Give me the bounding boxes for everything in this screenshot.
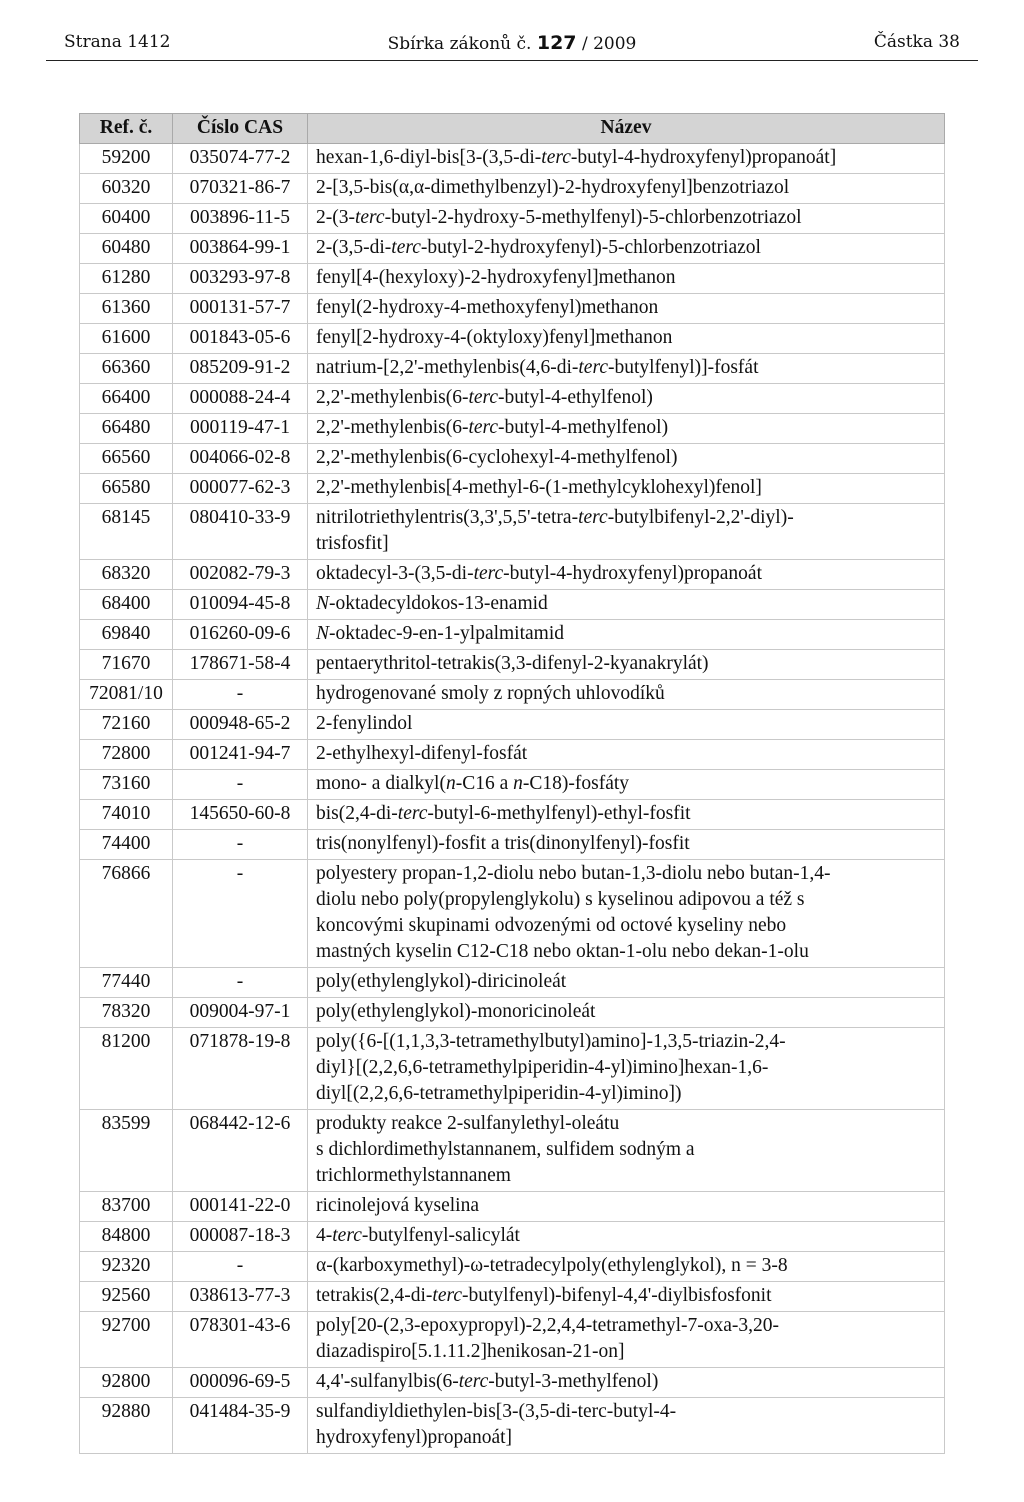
table-row xyxy=(80,680,945,710)
ref-number-cell: 61600 xyxy=(80,324,173,354)
ref-number-cell: 68320 xyxy=(80,560,173,590)
substance-name-cell: ricinolejová kyselina xyxy=(308,1192,945,1222)
table-row xyxy=(80,560,945,590)
table-row xyxy=(80,590,945,620)
substance-name-cell: 2-fenylindol xyxy=(308,710,945,740)
substance-name-cell: N-oktadec-9-en-1-ylpalmitamid xyxy=(308,620,945,650)
cas-number-cell: 000948-65-2 xyxy=(173,710,308,740)
cas-number-cell: 080410-33-9 xyxy=(173,504,308,560)
ref-number-cell: 61280 xyxy=(80,264,173,294)
cas-number-cell: 004066-02-8 xyxy=(173,444,308,474)
cas-number-cell: - xyxy=(173,680,308,710)
substance-name-cell: fenyl[2-hydroxy-4-(oktyloxy)fenyl]methanon xyxy=(308,324,945,354)
ref-number-cell: 72160 xyxy=(80,710,173,740)
ref-number-cell: 74010 xyxy=(80,800,173,830)
table-row xyxy=(80,354,945,384)
substance-name-cell: 2-ethylhexyl-difenyl-fosfát xyxy=(308,740,945,770)
cas-number-cell: 016260-09-6 xyxy=(173,620,308,650)
part-number: Částka 38 xyxy=(873,32,960,52)
table-row xyxy=(80,264,945,294)
substance-name-cell: 2-[3,5-bis(α,α-dimethylbenzyl)-2-hydroxyfenyl]benzotriazol xyxy=(308,174,945,204)
cas-number-cell: 000141-22-0 xyxy=(173,1192,308,1222)
cas-number-cell: - xyxy=(173,770,308,800)
substance-name-cell: mono- a dialkyl(n-C16 a n-C18)-fosfáty xyxy=(308,770,945,800)
cas-number-cell: 001241-94-7 xyxy=(173,740,308,770)
column-header-name: Název xyxy=(308,114,945,144)
ref-number-cell: 69840 xyxy=(80,620,173,650)
ref-number-cell: 60400 xyxy=(80,204,173,234)
table-row xyxy=(80,1282,945,1312)
table-row xyxy=(80,504,945,560)
substance-name-cell: 2,2'-methylenbis(6-cyclohexyl-4-methylfenol) xyxy=(308,444,945,474)
ref-number-cell: 72800 xyxy=(80,740,173,770)
page-header xyxy=(46,30,978,62)
ref-number-cell: 92560 xyxy=(80,1282,173,1312)
table-row xyxy=(80,740,945,770)
substance-name-cell: tris(nonylfenyl)-fosfit a tris(dinonylfenyl)-fosfit xyxy=(308,830,945,860)
ref-number-cell: 66480 xyxy=(80,414,173,444)
substance-name-cell: poly({6-[(1,1,3,3-tetramethylbutyl)amino]-1,3,5-triazin-2,4- diyl}[(2,2,6,6-tetramethylpiperidin-4-yl)imino]hexan-1,6- diyl[(2,2,6,6-tetramethylpiperidin-4-yl)imino]) xyxy=(308,1028,945,1110)
cas-number-cell: - xyxy=(173,1252,308,1282)
substance-name-cell: 2-(3-terc-butyl-2-hydroxy-5-methylfenyl)-5-chlorbenzotriazol xyxy=(308,204,945,234)
table-row xyxy=(80,294,945,324)
collection-prefix: Sbírka zákonů č. xyxy=(387,34,532,54)
ref-number-cell: 92700 xyxy=(80,1312,173,1368)
cas-number-cell: 078301-43-6 xyxy=(173,1312,308,1368)
table-row xyxy=(80,1252,945,1282)
ref-number-cell: 66360 xyxy=(80,354,173,384)
substance-name-cell: N-oktadecyldokos-13-enamid xyxy=(308,590,945,620)
table-row xyxy=(80,324,945,354)
table-row xyxy=(80,1028,945,1110)
table-row xyxy=(80,1110,945,1192)
law-year: / 2009 xyxy=(581,34,637,54)
table-row xyxy=(80,650,945,680)
substance-name-cell: 2,2'-methylenbis(6-terc-butyl-4-ethylfenol) xyxy=(308,384,945,414)
ref-number-cell: 83599 xyxy=(80,1110,173,1192)
ref-number-cell: 71670 xyxy=(80,650,173,680)
table-body xyxy=(80,144,945,1454)
table-row xyxy=(80,620,945,650)
ref-number-cell: 92800 xyxy=(80,1368,173,1398)
substance-name-cell: α-(karboxymethyl)-ω-tetradecylpoly(ethylenglykol), n = 3-8 xyxy=(308,1252,945,1282)
table-row xyxy=(80,174,945,204)
ref-number-cell: 77440 xyxy=(80,968,173,998)
cas-number-cell: 009004-97-1 xyxy=(173,998,308,1028)
cas-number-cell: 071878-19-8 xyxy=(173,1028,308,1110)
substance-name-cell: 4-terc-butylfenyl-salicylát xyxy=(308,1222,945,1252)
cas-number-cell: 068442-12-6 xyxy=(173,1110,308,1192)
table-row xyxy=(80,1398,945,1454)
table-row xyxy=(80,1368,945,1398)
cas-number-cell: 000077-62-3 xyxy=(173,474,308,504)
ref-number-cell: 76866 xyxy=(80,860,173,968)
ref-number-cell: 68400 xyxy=(80,590,173,620)
cas-number-cell: 038613-77-3 xyxy=(173,1282,308,1312)
ref-number-cell: 74400 xyxy=(80,830,173,860)
table-row xyxy=(80,860,945,968)
column-header-cas: Číslo CAS xyxy=(173,114,308,144)
cas-number-cell: 010094-45-8 xyxy=(173,590,308,620)
cas-number-cell: 085209-91-2 xyxy=(173,354,308,384)
table-row xyxy=(80,444,945,474)
table-row xyxy=(80,144,945,174)
ref-number-cell: 66580 xyxy=(80,474,173,504)
collection-title xyxy=(46,32,978,54)
substance-name-cell: polyestery propan-1,2-diolu nebo butan-1,3-diolu nebo butan-1,4- diolu nebo poly(propylenglykolu) s kyselinou adipovou a též s koncovými skupinami odvozenými od octové kyseliny nebo mastných kyselin C12-C18 nebo oktan-1-olu nebo dekan-1-olu xyxy=(308,860,945,968)
ref-number-cell: 92880 xyxy=(80,1398,173,1454)
table-row xyxy=(80,770,945,800)
cas-number-cell: - xyxy=(173,968,308,998)
table-row xyxy=(80,998,945,1028)
substance-name-cell: 4,4'-sulfanylbis(6-terc-butyl-3-methylfenol) xyxy=(308,1368,945,1398)
ref-number-cell: 84800 xyxy=(80,1222,173,1252)
substance-name-cell: sulfandiyldiethylen-bis[3-(3,5-di-terc-butyl-4- hydroxyfenyl)propanoát] xyxy=(308,1398,945,1454)
cas-number-cell: 000087-18-3 xyxy=(173,1222,308,1252)
table-header-row xyxy=(80,114,945,144)
ref-number-cell: 66560 xyxy=(80,444,173,474)
cas-number-cell: - xyxy=(173,860,308,968)
table-row xyxy=(80,1312,945,1368)
substances-table xyxy=(79,113,945,1454)
ref-number-cell: 78320 xyxy=(80,998,173,1028)
substance-name-cell: poly[20-(2,3-epoxypropyl)-2,2,4,4-tetramethyl-7-oxa-3,20- diazadispiro[5.1.11.2]henikosan-21-on] xyxy=(308,1312,945,1368)
ref-number-cell: 59200 xyxy=(80,144,173,174)
cas-number-cell: 145650-60-8 xyxy=(173,800,308,830)
law-number: 127 xyxy=(536,32,577,54)
table-row xyxy=(80,968,945,998)
substance-name-cell: 2-(3,5-di-terc-butyl-2-hydroxyfenyl)-5-chlorbenzotriazol xyxy=(308,234,945,264)
table-row xyxy=(80,800,945,830)
substance-name-cell: pentaerythritol-tetrakis(3,3-difenyl-2-kyanakrylát) xyxy=(308,650,945,680)
table-row xyxy=(80,384,945,414)
ref-number-cell: 60480 xyxy=(80,234,173,264)
substance-name-cell: tetrakis(2,4-di-terc-butylfenyl)-bifenyl-4,4'-diylbisfosfonit xyxy=(308,1282,945,1312)
cas-number-cell: 070321-86-7 xyxy=(173,174,308,204)
table-row xyxy=(80,830,945,860)
table-row xyxy=(80,414,945,444)
column-header-ref: Ref. č. xyxy=(80,114,173,144)
cas-number-cell: 000088-24-4 xyxy=(173,384,308,414)
substance-name-cell: produkty reakce 2-sulfanylethyl-oleátu s dichlordimethylstannanem, sulfidem sodným a trichlormethylstannanem xyxy=(308,1110,945,1192)
substance-name-cell: poly(ethylenglykol)-monoricinoleát xyxy=(308,998,945,1028)
cas-number-cell: 001843-05-6 xyxy=(173,324,308,354)
substance-name-cell: poly(ethylenglykol)-diricinoleát xyxy=(308,968,945,998)
cas-number-cell: 000096-69-5 xyxy=(173,1368,308,1398)
cas-number-cell: 003864-99-1 xyxy=(173,234,308,264)
cas-number-cell: 002082-79-3 xyxy=(173,560,308,590)
page-number: Strana 1412 xyxy=(64,32,171,52)
ref-number-cell: 66400 xyxy=(80,384,173,414)
substance-name-cell: hexan-1,6-diyl-bis[3-(3,5-di-terc-butyl-4-hydroxyfenyl)propanoát] xyxy=(308,144,945,174)
cas-number-cell: 178671-58-4 xyxy=(173,650,308,680)
substance-name-cell: bis(2,4-di-terc-butyl-6-methylfenyl)-ethyl-fosfit xyxy=(308,800,945,830)
header-rule xyxy=(46,60,978,61)
substance-name-cell: hydrogenované smoly z ropných uhlovodíků xyxy=(308,680,945,710)
ref-number-cell: 60320 xyxy=(80,174,173,204)
substance-name-cell: 2,2'-methylenbis[4-methyl-6-(1-methylcyklohexyl)fenol] xyxy=(308,474,945,504)
ref-number-cell: 83700 xyxy=(80,1192,173,1222)
substance-name-cell: oktadecyl-3-(3,5-di-terc-butyl-4-hydroxyfenyl)propanoát xyxy=(308,560,945,590)
table-row xyxy=(80,474,945,504)
substance-name-cell: fenyl(2-hydroxy-4-methoxyfenyl)methanon xyxy=(308,294,945,324)
substance-name-cell: fenyl[4-(hexyloxy)-2-hydroxyfenyl]methanon xyxy=(308,264,945,294)
substance-name-cell: natrium-[2,2'-methylenbis(4,6-di-terc-butylfenyl)]-fosfát xyxy=(308,354,945,384)
ref-number-cell: 73160 xyxy=(80,770,173,800)
table-row xyxy=(80,1192,945,1222)
cas-number-cell: 003293-97-8 xyxy=(173,264,308,294)
substance-name-cell: 2,2'-methylenbis(6-terc-butyl-4-methylfenol) xyxy=(308,414,945,444)
cas-number-cell: 003896-11-5 xyxy=(173,204,308,234)
cas-number-cell: 041484-35-9 xyxy=(173,1398,308,1454)
table-row xyxy=(80,710,945,740)
table-row xyxy=(80,1222,945,1252)
ref-number-cell: 68145 xyxy=(80,504,173,560)
table-row xyxy=(80,204,945,234)
ref-number-cell: 92320 xyxy=(80,1252,173,1282)
cas-number-cell: 035074-77-2 xyxy=(173,144,308,174)
ref-number-cell: 81200 xyxy=(80,1028,173,1110)
table-row xyxy=(80,234,945,264)
cas-number-cell: - xyxy=(173,830,308,860)
ref-number-cell: 61360 xyxy=(80,294,173,324)
ref-number-cell: 72081/10 xyxy=(80,680,173,710)
cas-number-cell: 000119-47-1 xyxy=(173,414,308,444)
cas-number-cell: 000131-57-7 xyxy=(173,294,308,324)
substance-name-cell: nitrilotriethylentris(3,3',5,5'-tetra-terc-butylbifenyl-2,2'-diyl)- trisfosfit] xyxy=(308,504,945,560)
